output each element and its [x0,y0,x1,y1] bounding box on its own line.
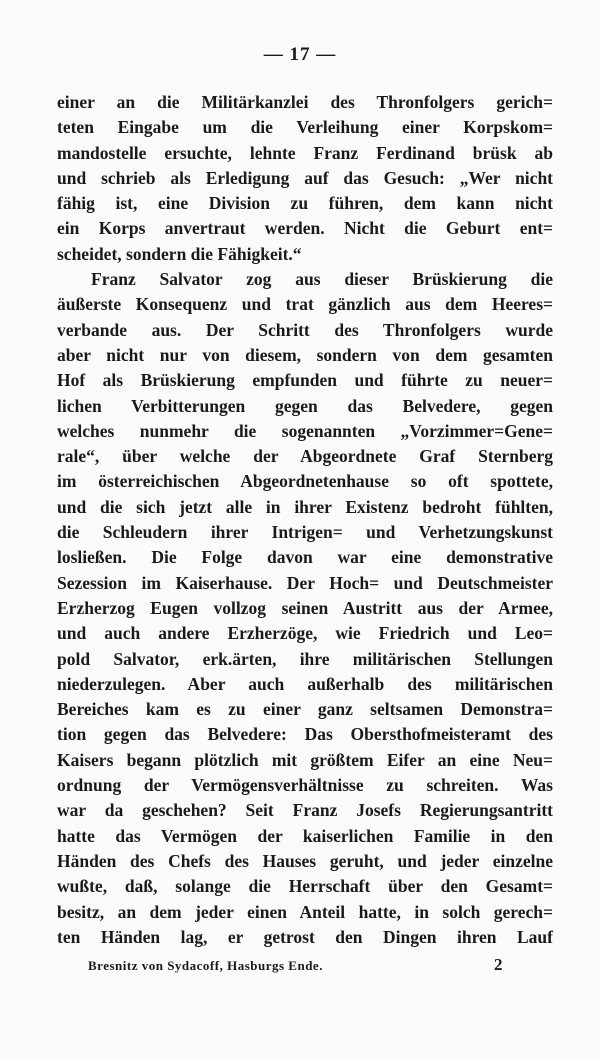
text-line: Franz Salvator zog aus dieser Brüskierung die [91,269,553,290]
text-line: besitz, an dem jeder einen Anteil hatte, in solch gerech= [57,901,553,922]
text-line: äußerste Konsequenz und trat gänzlich aus dem Heeres= [57,294,553,315]
text-line: niederzulegen. Aber auch außerhalb des militärischen [57,673,553,694]
footer-running-title: Bresnitz von Sydacoff, Hasburgs Ende. [88,958,323,973]
text-line: lichen Verbitterungen gegen das Belvedere, gegen [57,395,553,416]
text-line: war da geschehen? Seit Franz Josefs Regierungsantritt [57,800,553,821]
text-line: welches nunmehr die sogenannten „Vorzimmer=Gene= [57,420,553,441]
text-line: im österreichischen Abgeordnetenhause so oft spottete, [57,471,553,492]
text-line: Hof als Brüskierung empfunden und führte zu neuer= [57,370,553,391]
text-line: teten Eingabe um die Verleihung einer Korpskom= [57,117,553,138]
body-text [57,90,553,950]
text-line: die Schleudern ihrer Intrigen= und Verhetzungskunst [57,522,553,543]
text-line: pold Salvator, erk.ärten, ihre militärischen Stellungen [57,648,553,669]
text-line: und schrieb als Erledigung auf das Gesuch: „Wer nicht [57,167,553,188]
text-line: rale“, über welche der Abgeordnete Graf Sternberg [57,446,553,467]
text-line: ordnung der Vermögensverhältnisse zu schreiten. Was [57,775,553,796]
text-line: ten Händen lag, er getrost den Dingen ihren Lauf [57,926,553,947]
text-line: wußte, daß, solange die Herrschaft über den Gesamt= [57,876,553,897]
text-line: Sezession im Kaiserhause. Der Hoch= und Deutschmeister [57,572,553,593]
text-line: Bereiches kam es zu einer ganz seltsamen Demonstra= [57,699,553,720]
text-line: Kaisers begann plötzlich mit größtem Eifer an eine Neu= [57,749,553,770]
text-line: und auch andere Erzherzöge, wie Friedrich und Leo= [57,623,553,644]
text-line: tion gegen das Belvedere: Das Obersthofmeisteramt des [57,724,553,745]
text-line: verbande aus. Der Schritt des Thronfolgers wurde [57,319,553,340]
text-line: ein Korps anvertraut werden. Nicht die Geburt ent= [57,218,553,239]
text-line: mandostelle ersuchte, lehnte Franz Ferdinand brüsk ab [57,142,553,163]
text-line: aber nicht nur von diesem, sondern von dem gesamten [57,344,553,365]
text-line: Erzherzog Eugen vollzog seinen Austritt aus der Armee, [57,597,553,618]
text-line: fähig ist, eine Division zu führen, dem kann nicht [57,193,553,214]
signature-mark: 2 [494,955,503,974]
text-line: scheidet, sondern die Fähigkeit.“ [57,243,302,264]
page-number: — 17 — [263,44,337,65]
text-line: einer an die Militärkanzlei des Thronfolgers gerich= [57,92,553,112]
text-line: Händen des Chefs des Hauses geruht, und jeder einzelne [57,850,553,871]
text-line: hatte das Vermögen der kaiserlichen Familie in den [57,825,553,846]
text-line: losließen. Die Folge davon war eine demonstrative [57,547,553,568]
text-line: und die sich jetzt alle in ihrer Existenz bedroht fühlten, [57,496,553,517]
